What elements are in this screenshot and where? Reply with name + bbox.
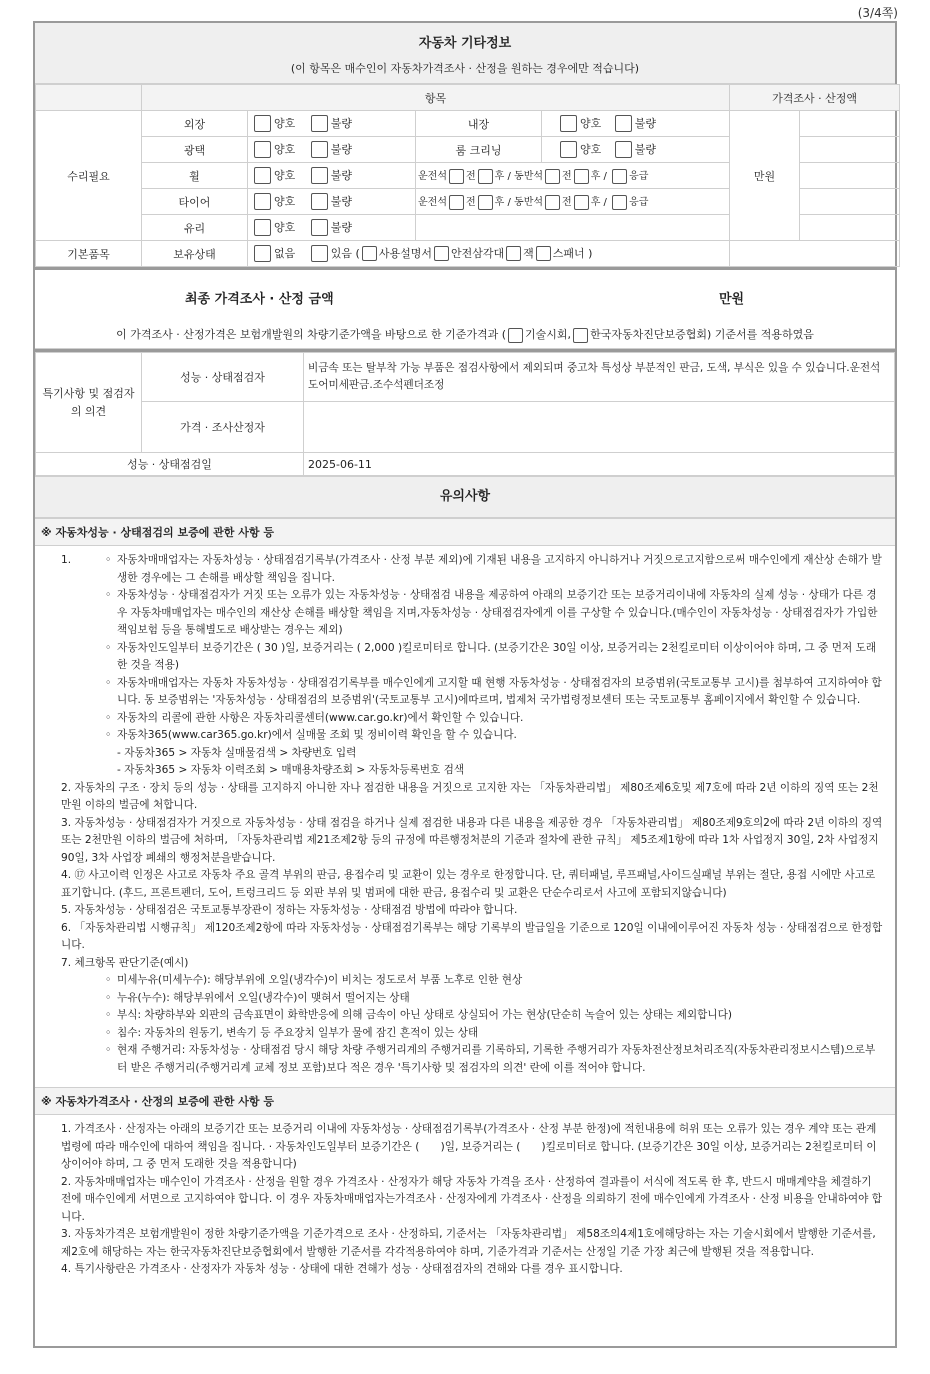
criteria-item: 미세누유(미세누수): 해당부위에 오일(냉각수)이 비치는 정도로서 부품 노후로 인한 현상 — [117, 974, 523, 986]
label-room-cleaning: 룸 크리닝 — [416, 137, 542, 163]
front-label: 전 — [562, 197, 572, 209]
bullet-icon: ◦ — [105, 676, 112, 689]
jack-checkbox[interactable] — [506, 246, 521, 261]
tire-bad-checkbox[interactable] — [311, 193, 328, 210]
interior-bad-checkbox[interactable] — [615, 115, 632, 132]
final-price-section — [35, 270, 895, 349]
label-interior: 내장 — [416, 111, 542, 137]
bullet-icon: ◦ — [105, 1026, 112, 1039]
passenger-label: 동반석 — [514, 171, 544, 183]
special-label: 특기사항 및 점검자의 의견 — [36, 353, 142, 453]
note-number: 1. — [61, 554, 72, 566]
bad-label: 불량 — [330, 220, 353, 234]
bullet-icon: ◦ — [105, 711, 112, 724]
bullet-icon: ◦ — [105, 641, 112, 654]
wheel-pass-front-checkbox[interactable] — [545, 169, 560, 184]
interior-good-checkbox[interactable] — [560, 115, 577, 132]
label-polish: 광택 — [142, 137, 248, 163]
page-number: (3/4쪽) — [857, 6, 898, 20]
note-item: 자동차성능 · 상태점검자가 거짓 또는 오류가 있는 자동차성능 · 상태점검 내용을 제공하여 아래의 보증기간 또는 보증거리이내에 자동차의 실제 성능 · 상태가 다른 경우 자동차매매업자는 매수인의 재산상 손해를 배상할 책임을 지며,자동차성능 · 상태점검자에게 이를 구상할 수 있습니다.(매수인이 자동차성능 · 상태점검자가 가입한 책임보험 등을 통해별도로 배상받는 경우는 제외) — [117, 589, 878, 636]
label-tire: 타이어 — [142, 189, 248, 215]
final-price-label: 최종 가격조사 · 산정 금액 — [185, 292, 334, 307]
tire-spare-checkbox[interactable] — [612, 195, 627, 210]
note-item: 7. 체크항목 판단기준(예시) — [61, 956, 189, 969]
header-price: 가격조사 · 산정액 — [730, 85, 900, 111]
note-item: 자동차365(www.car365.go.kr)에서 실매물 조회 및 정비이력 확인을 할 수 있습니다. — [117, 729, 517, 741]
tech-association-checkbox[interactable] — [508, 328, 523, 343]
slash: 후 / — [494, 171, 515, 183]
price-note-item: 2. 자동차매매업자는 매수인이 가격조사 · 산정을 원할 경우 가격조사 · 산정자가 해당 자동차 가격을 조사 · 산정하여 결과를이 서식에 적도록 한 후, 반드시 매매계약을 체결하기 전에 매수인에게 서면으로 고지하여야 합니다. 이 경우 자동차매매업자는가격조사 · 산정자에게 가격조사 · 산정을 의뢰하기 전에 매수인에게 가격조사 · 산정 비용을 안내하여야 합니다. — [61, 1175, 882, 1223]
slash: 후 / — [590, 197, 611, 209]
good-label: 양호 — [274, 168, 296, 182]
note-item: 3. 자동차성능 · 상태점검자가 거짓으로 자동차성능 · 상태 점검을 하거나 실제 점검한 내용과 다른 내용을 제공한 경우 「자동차관리법」 제80조제9호의2에 따라 2년 이하의 징역 또는 2천만원 이하의 벌금에 처하며, 「자동차관리법 제21조제2항 등의 규정에 따른행정처분의 기준과 절차에 관한 규칙」 제5조제1항에 따라 1차 사업정지 30일, 2차 사업정지 90일, 3차 사업장 폐쇄의 행정처분을받습니다. — [61, 816, 883, 864]
perf-inspector-label: 성능 · 상태점검자 — [142, 353, 304, 402]
final-price-unit: 만원 — [719, 292, 745, 307]
slash: 후 / — [590, 171, 611, 183]
glass-good-checkbox[interactable] — [254, 219, 271, 236]
bad-label: 불량 — [330, 142, 353, 156]
front-label: 전 — [562, 171, 572, 183]
price-assessor-opinion — [304, 402, 895, 453]
bullet-icon: ◦ — [105, 729, 112, 741]
good-label: 양호 — [274, 142, 296, 156]
wheel-driver-rear-checkbox[interactable] — [478, 169, 493, 184]
label-possession: 보유상태 — [142, 241, 248, 267]
wheel-driver-front-checkbox[interactable] — [449, 169, 464, 184]
driver-label: 운전석 — [418, 197, 447, 209]
none-label: 없음 — [274, 246, 296, 260]
spare-label: 응급 — [629, 171, 649, 183]
exterior-good-checkbox[interactable] — [254, 115, 271, 132]
criteria-item: 부식: 차량하부와 외판의 금속표면이 화학반응에 의해 금속이 아닌 상태로 상실되어 가는 현상(단순히 녹슬어 있는 상태는 제외합니다) — [117, 1009, 732, 1021]
exterior-bad-checkbox[interactable] — [311, 115, 328, 132]
basic-label: 기본품목 — [36, 241, 142, 267]
criteria-item: 누유(누수): 해당부위에서 오일(냉각수)이 맺혀서 떨어지는 상태 — [117, 991, 410, 1004]
good-label: 양호 — [580, 142, 602, 156]
header-item: 항목 — [142, 85, 730, 111]
notes-title: 유의사항 — [35, 476, 895, 518]
price-note-item: 4. 특기사항란은 가격조사 · 산정자가 자동차 성능 · 상태에 대한 견해가 성능 · 상태점검자의 견해와 다를 경우 표시합니다. — [61, 1263, 623, 1275]
wheel-bad-checkbox[interactable] — [311, 167, 328, 184]
driver-label: 운전석 — [418, 171, 447, 183]
spare-label: 응급 — [629, 197, 649, 209]
note-item: 2. 자동차의 구조 · 장치 등의 성능 · 상태를 고지하지 아니한 자나 점검한 내용을 거짓으로 고지한 자는 「자동차관리법」 제80조제6호및 제7호에 따라 2년 이하의 징역 또는 2천만원 이하의 벌금에 처합니다. — [61, 781, 879, 811]
label-wheel: 휠 — [142, 163, 248, 189]
price-assessor-label: 가격 · 조사산정자 — [142, 402, 304, 453]
final-note-text: 이 가격조사 · 산정가격은 보험개발원의 차량기준가액을 바탕으로 한 기준가격과 ( — [116, 328, 507, 341]
notes-body-2 — [35, 1115, 895, 1285]
bullet-icon: ◦ — [105, 589, 112, 601]
notes-subheading-2: ※ 자동차가격조사 · 산정의 보증에 관한 사항 등 — [35, 1087, 895, 1115]
bullet-icon: ◦ — [105, 974, 112, 986]
note-item: 자동차매매업자는 자동차성능 · 상태점검기록부(가격조사 · 산정 부분 제외)에 기재된 내용을 고지하지 아니하거나 거짓으로고지함으로써 매수인에게 재산상 손해가 발생한 경우에는 그 손해를 배상할 책임을 집니다. — [117, 554, 882, 584]
criteria-item: 현재 주행거리: 자동차성능 · 상태점검 당시 해당 차량 주행거리계의 주행거리를 기록하되, 기록한 주행거리가 자동차전산정보처리조직(자동차관리정보시스템)으로부터 받은 주행거리(주행거리계 교체 정보 포함)보다 적은 경우 '특기사항 및 점검자의 의견' 란에 이를 적어야 합니다. — [117, 1044, 876, 1074]
slash: 후 / — [494, 197, 515, 209]
tire-driver-rear-checkbox[interactable] — [478, 195, 493, 210]
wheel-good-checkbox[interactable] — [254, 167, 271, 184]
note-item: 자동차의 리콜에 관한 사항은 자동차리콜센터(www.car.go.kr)에서 확인할 수 있습니다. — [117, 711, 524, 724]
cleaning-good-checkbox[interactable] — [560, 141, 577, 158]
good-label: 양호 — [274, 194, 296, 208]
note-subitem: - 자동차365 > 자동차 이력조회 > 매매용차량조회 > 자동차등록번호 검색 — [117, 764, 465, 776]
price-unit: 만원 — [730, 111, 800, 241]
bullet-icon: ◦ — [105, 1009, 112, 1021]
criteria-item: 침수: 자동차의 원동기, 변속기 등 주요장치 일부가 물에 잠긴 흔적이 있는 상태 — [117, 1026, 479, 1039]
inspection-date: 2025-06-11 — [304, 453, 895, 476]
price-note-item: 1. 가격조사 · 산정자는 아래의 보증기간 또는 보증거리 이내에 자동차성능 · 상태점검기록부(가격조사 · 산정 부분 한정)에 적힌내용에 허위 또는 오류가 있는 경우 계약 또는 관계법령에 따라 매수인에 대하여 책임을 집니다. · 자동차인도일부터 보증기간은 ( )일, 보증거리는 ( )킬로미터로 합니다. (보증기간은 30일 이상, 보증거리는 2천킬로미터 이상이어야 하며, 그 중 먼저 도래한 것을 적용합니다) — [61, 1123, 877, 1170]
opt2-label: 한국자동차진단보증협회) 기준서를 적용하였음 — [590, 328, 814, 341]
polish-good-checkbox[interactable] — [254, 141, 271, 158]
spanner-label: 스패너 ) — [552, 246, 593, 260]
tire-pass-rear-checkbox[interactable] — [574, 195, 589, 210]
triangle-checkbox[interactable] — [434, 246, 449, 261]
spanner-checkbox[interactable] — [536, 246, 551, 261]
note-subitem: - 자동차365 > 자동차 실매물검색 > 차량번호 입력 — [117, 746, 357, 759]
repair-label: 수리필요 — [36, 111, 142, 241]
good-label: 양호 — [580, 116, 602, 130]
possession-have-checkbox[interactable] — [311, 245, 328, 262]
bullet-icon: ◦ — [105, 991, 112, 1004]
bad-label: 불량 — [634, 142, 657, 156]
front-label: 전 — [465, 171, 476, 183]
form-frame — [33, 21, 897, 1348]
section-header — [35, 23, 895, 84]
bad-label: 불량 — [330, 168, 353, 182]
bad-label: 불량 — [634, 116, 657, 130]
polish-bad-checkbox[interactable] — [311, 141, 328, 158]
notes-subheading-1: ※ 자동차성능 · 상태점검의 보증에 관한 사항 등 — [35, 518, 895, 546]
notes-body-1 — [35, 546, 895, 1083]
other-info-table — [35, 84, 900, 267]
label-glass: 유리 — [142, 215, 248, 241]
opt1-label: 기술시회, — [525, 328, 572, 341]
bad-label: 불량 — [330, 194, 353, 208]
final-note — [35, 326, 895, 343]
tire-good-checkbox[interactable] — [254, 193, 271, 210]
note-item: 5. 자동차성능 · 상태점검은 국토교통부장관이 정하는 자동차성능 · 상태점검 방법에 따라야 합니다. — [61, 904, 518, 916]
cleaning-bad-checkbox[interactable] — [615, 141, 632, 158]
note-item: 4. ⑰ 사고이력 인정은 사고로 자동차 주요 골격 부위의 판금, 용접수리 및 교환이 있는 경우로 한정합니다. 단, 쿼터패널, 루프패널,사이드실패널 부위는 절단, 용접 시에만 사고로 표기합니다. (후드, 프론트펜더, 도어, 트렁크리드 등 외판 부위 및 범퍼에 대한 판금, 용접수리 및 교환은 단순수리로서 사고에 포함되지않습니다) — [61, 869, 876, 899]
note-item: 6. 「자동차관리법 시행규칙」 제120조제2항에 따라 자동차성능 · 상태점검기록부는 해당 기록부의 발급일을 기준으로 120일 이내에이루어진 자동차 성능 · 상태점검으로 한정합니다. — [61, 921, 883, 951]
note-item: 자동차매매업자는 자동차 자동차성능 · 상태점검기록부를 매수인에게 고지할 때 현행 자동차성능 · 상태점검자의 보증범위(국토교통부 고시)를 첨부하여 고지하여야 합니다. 동 보증범위는 '자동차성능 · 상태점검의 보증범위'(국토교통부 고시)에따르며, 법제처 국가법령정보센터 또는 국토교통부 홈페이지에서 확인할 수 있습니다. — [117, 676, 882, 706]
kaida-checkbox[interactable] — [573, 328, 588, 343]
perf-inspector-opinion: 비금속 또는 탈부착 가능 부품은 점검사항에서 제외되며 중고차 특성상 부분적인 판금, 도색, 부식은 있을 수 있습니다.운전석도어미세판금.조수석펜더조정 — [304, 353, 895, 402]
possession-none-checkbox[interactable] — [254, 245, 271, 262]
bullet-icon: ◦ — [105, 554, 112, 566]
tire-pass-front-checkbox[interactable] — [545, 195, 560, 210]
bullet-icon: ◦ — [105, 1044, 112, 1056]
bad-label: 불량 — [330, 116, 353, 130]
wheel-spare-checkbox[interactable] — [612, 169, 627, 184]
tire-driver-front-checkbox[interactable] — [449, 195, 464, 210]
special-notes-table — [35, 352, 895, 476]
section-title: 자동차 기타정보 — [418, 36, 512, 51]
manual-label: 사용설명서 — [378, 246, 432, 260]
section-subtitle: (이 항목은 매수인이 자동차가격조사 · 산정을 원하는 경우에만 적습니다) — [290, 62, 640, 75]
have-label: 있음 ( — [330, 246, 360, 260]
wheel-pass-rear-checkbox[interactable] — [574, 169, 589, 184]
price-note-item: 3. 자동차가격은 보험개발원이 정한 차량기준가액을 기준가격으로 조사 · 산정하되, 기준서는 「자동차관리법」 제58조의4제1호에해당하는 자는 기술시회에서 발행한 기준서를, 제2호에 해당하는 자는 한국자동차진단보증협회에서 발행한 기준서를 각각적용하여야 하며, 기준가격과 기준서는 산정일 기준 가장 최근에 발행된 것을 적용합니다. — [61, 1228, 876, 1258]
label-exterior: 외장 — [142, 111, 248, 137]
glass-bad-checkbox[interactable] — [311, 219, 328, 236]
front-label: 전 — [465, 197, 476, 209]
triangle-label: 안전삼각대 — [450, 246, 505, 260]
manual-checkbox[interactable] — [362, 246, 377, 261]
jack-label: 잭 — [523, 246, 534, 260]
good-label: 양호 — [274, 220, 296, 234]
note-item: 자동차인도일부터 보증기간은 ( 30 )일, 보증거리는 ( 2,000 )킬로미터로 합니다. (보증기간은 30일 이상, 보증거리는 2천킬로미터 이상이어야 하며, 그 중 먼저 도래한 것을 적용) — [117, 641, 877, 671]
good-label: 양호 — [274, 116, 296, 130]
inspection-date-label: 성능 · 상태점검일 — [36, 453, 304, 476]
passenger-label: 동반석 — [514, 197, 544, 209]
